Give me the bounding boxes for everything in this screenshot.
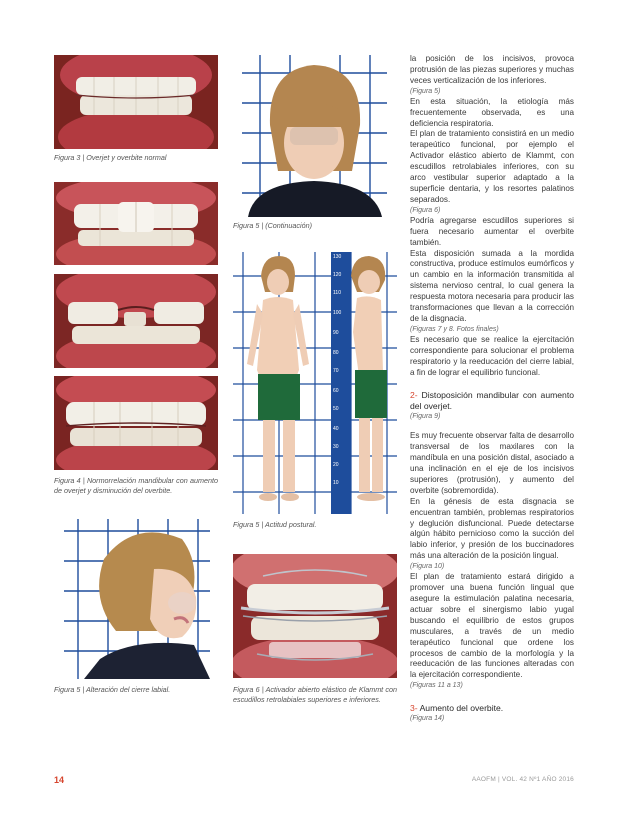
figure-4-caption: Figura 4 | Normorrelación mandibular con aumento de overjet y disminución del overbite.	[54, 476, 218, 495]
figure-6-caption: Figura 6 | Activador abierto elástico de Klammt con escudillos retrolabiales superiores e inferiores.	[233, 685, 397, 704]
figure-5-lip-photo	[64, 519, 210, 679]
figure-5-front-photo	[242, 55, 387, 217]
figure-reference: (Figura 5)	[410, 87, 441, 95]
figure-reference: (Figura 10)	[410, 563, 445, 571]
section-number: 2-	[410, 390, 418, 401]
section-number: 3-	[410, 703, 418, 714]
section-heading-3	[410, 703, 574, 714]
article-text-column	[410, 54, 574, 724]
figure-reference: (Figura 9)	[410, 413, 441, 421]
tick-label: 20	[333, 462, 339, 468]
tick-label: 110	[333, 290, 341, 296]
figure-5-lip-caption: Figura 5 | Alteración del cierre labial.	[54, 685, 171, 694]
figure-reference: (Figura 6)	[410, 206, 441, 214]
tick-label: 60	[333, 388, 339, 394]
paragraph: Es necesario que se realice la ejercitación correspondiente para solucionar el problema respiratorio y la reeducación del cierre labial, a fin de lograr el equilibrio funcional.	[410, 334, 574, 377]
journal-footer: AAOFM | VOL. 42 Nº1 AÑO 2016	[471, 776, 574, 783]
tick-label: 80	[333, 350, 339, 356]
paragraph: la posición de los incisivos, provoca protrusión de las piezas superiores y muchas veces verticalización de los inferiores.	[410, 54, 574, 85]
figure-5-posture-photo	[233, 252, 397, 514]
paragraph: En esta situación, la etiología más frecuentemente observada, es una deficiencia respiratoria.	[410, 96, 574, 128]
figure-reference: (Figura 14)	[410, 715, 445, 723]
section-title: Aumento del overbite.	[419, 703, 504, 714]
paragraph: Es muy frecuente observar falta de desarrollo transversal de los maxilares con la mandíbula en una posición distal, asociado a una inclinación en el eje de los incisivos superiores (protrusión), y aumento del overbite (sobremordida).	[410, 431, 574, 495]
tick-label: 100	[333, 310, 342, 316]
figure-3-photo	[54, 55, 218, 149]
figure-5-posture-caption: Figura 5 | Actitud postural.	[233, 520, 317, 529]
figure-4a-photo	[54, 182, 218, 265]
tick-label: 40	[333, 426, 339, 432]
figure-3-caption: Figura 3 | Overjet y overbite normal	[54, 153, 167, 162]
tick-label: 50	[333, 406, 339, 412]
section-heading-2	[410, 390, 574, 412]
paragraph: Podría agregarse escudillos superiores si fuera necesario aumentar el overbite también.	[410, 215, 574, 247]
page-number: 14	[54, 775, 65, 785]
paragraph: El plan de tratamiento consistirá en un medio terapeútico funcional, por ejemplo el Activador elástico abierto de Klammt, con escudillos retrolabiales inferiores, con su arco vestibular superior adaptado a la superficie dentaria, y los resortes palatinos separados.	[410, 129, 574, 204]
tick-label: 90	[333, 330, 339, 336]
paragraph: En la génesis de esta disgnacia se encuentran también, problemas respiratorios y deglución disfuncional. Puede detectarse algún hábito pernicioso como la succión del labio inferior, y presión de los buccinadores más una alteración de la posición lingual.	[410, 496, 574, 561]
section-title: Distoposición mandibular con aumento del overjet.	[410, 390, 574, 412]
tick-label: 130	[333, 254, 342, 260]
height-chart-ticks	[331, 254, 351, 512]
figure-4c-photo	[54, 376, 218, 470]
figure-6-photo	[233, 554, 397, 678]
paragraph: El plan de tratamiento estará dirigido a promover una buena función lingual que asegure la estimulación palatina necesaria, actuar sobre el sinergismo labio yugal buscando el equilibrio de estos grupos musculares, a través de un medio terapéutico funcional que ordene los procesos de cambio de la morfología y la reeducación de las funciones alteradas con la ejercitación correspondiente.	[410, 572, 574, 680]
paragraph: Esta disposición sumada a la mordida constructiva, produce estímulos eumórficos y un cambio en la información transmitida al sistema nervioso central, lo cual genera la respuesta motora necesaria para producir las transformaciones que llevan a la corrección de la disgnacia.	[410, 248, 574, 323]
figure-reference: (Figuras 7 y 8. Fotos finales)	[410, 325, 499, 333]
tick-label: 10	[333, 480, 339, 486]
figure-reference: (Figuras 11 a 13)	[410, 682, 463, 690]
tick-label: 70	[333, 368, 339, 374]
figure-4b-photo	[54, 274, 218, 368]
tick-label: 120	[333, 272, 342, 278]
tick-label: 30	[333, 444, 339, 450]
figure-5-front-caption: Figura 5 | (Continuación)	[233, 221, 312, 230]
